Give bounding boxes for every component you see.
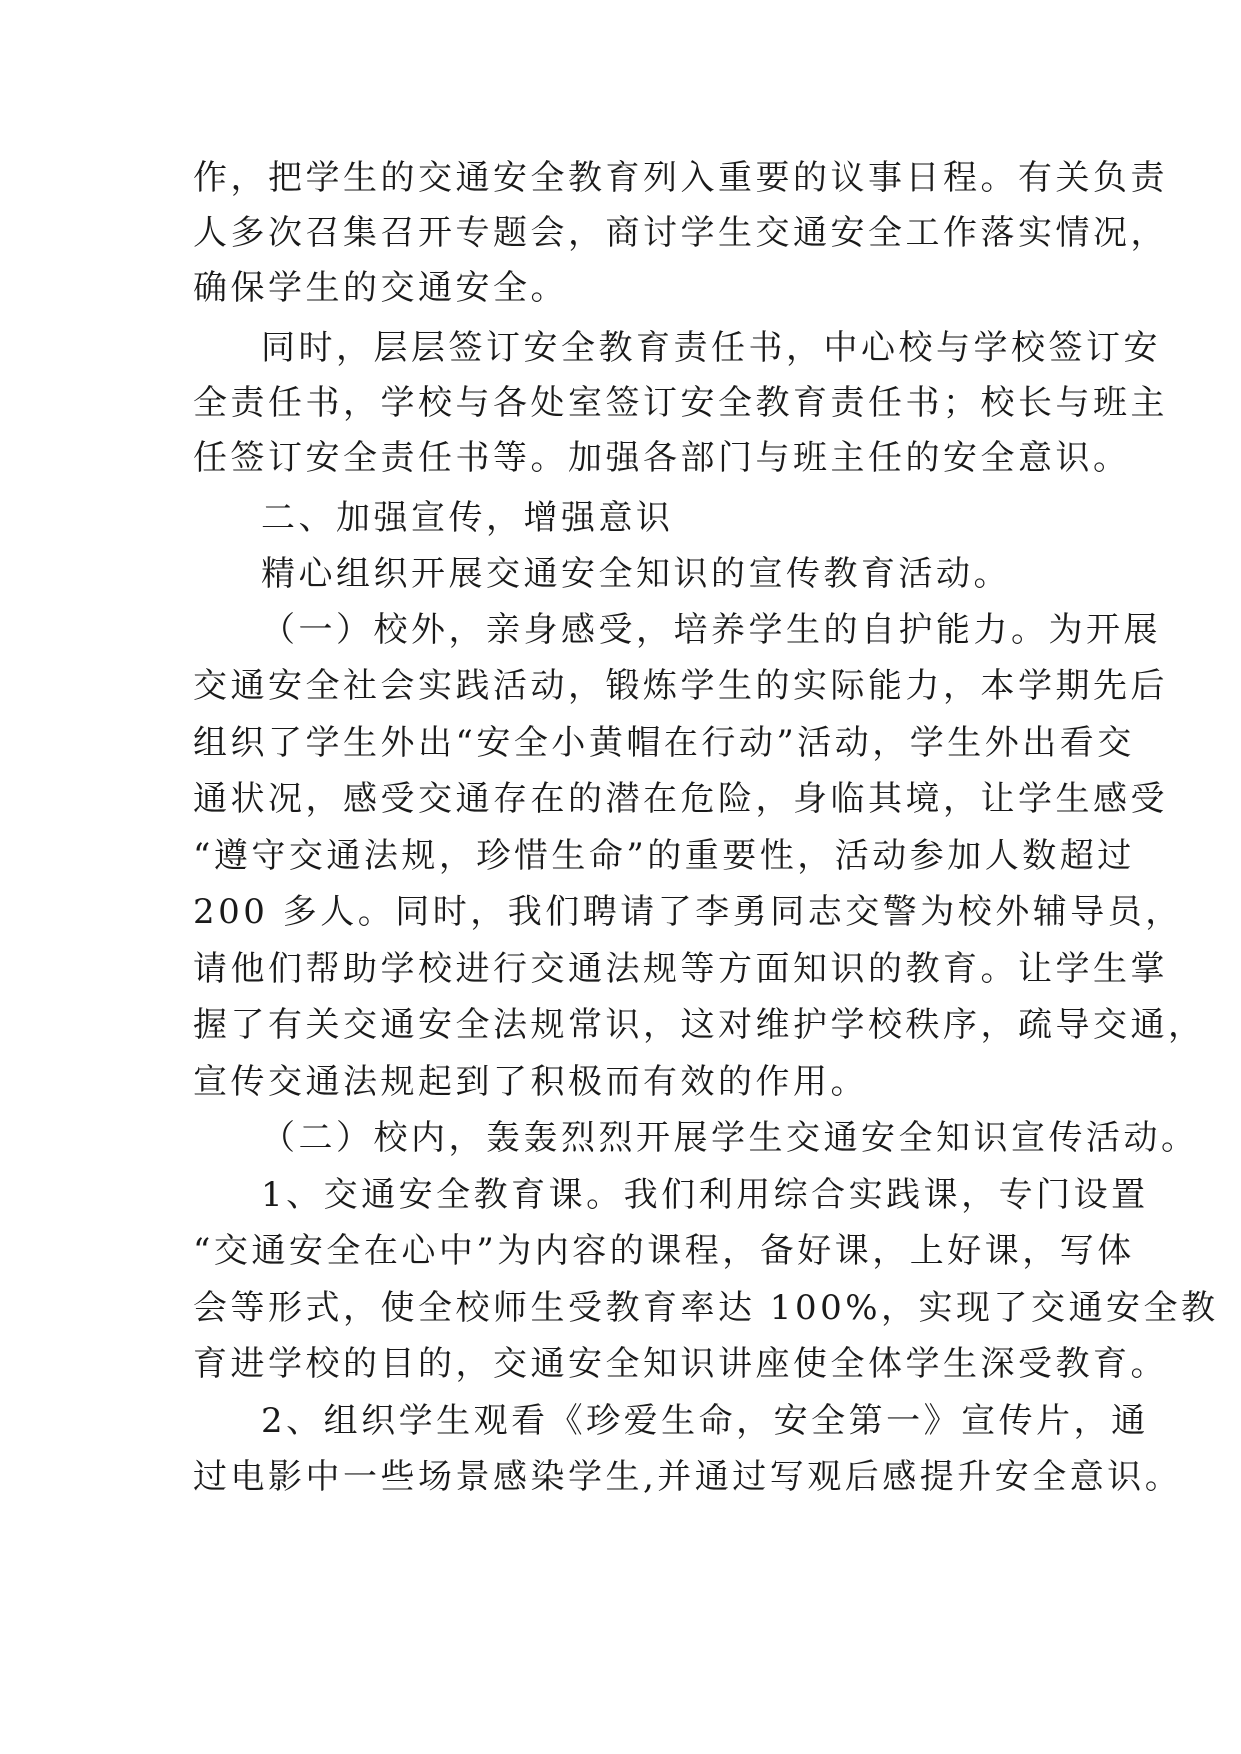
text-line: “交通安全在心中”为内容的课程，备好课，上好课，写体 bbox=[193, 1231, 1135, 1271]
paragraph-first-line: 精心组织开展交通安全知识的宣传教育活动。 bbox=[261, 554, 1011, 594]
text-line: 确保学生的交通安全。 bbox=[193, 268, 568, 308]
text-line: “遵守交通法规，珍惜生命”的重要性，活动参加人数超过 bbox=[193, 836, 1135, 876]
text-line: 宣传交通法规起到了积极而有效的作用。 bbox=[193, 1062, 868, 1102]
paragraph-first-line: 1、交通安全教育课。我们利用综合实践课，专门设置 bbox=[261, 1175, 1149, 1215]
text-line: 作，把学生的交通安全教育列入重要的议事日程。有关负责 bbox=[193, 158, 1168, 198]
paragraph-first-line: 同时，层层签订安全教育责任书，中心校与学校签订安 bbox=[261, 328, 1161, 368]
paragraph-first-line: （一）校外，亲身感受，培养学生的自护能力。为开展 bbox=[261, 610, 1161, 650]
text-line: 任签订安全责任书等。加强各部门与班主任的安全意识。 bbox=[193, 438, 1131, 478]
text-line: 请他们帮助学校进行交通法规等方面知识的教育。让学生掌 bbox=[193, 949, 1168, 989]
text-line: 全责任书，学校与各处室签订安全教育责任书；校长与班主 bbox=[193, 383, 1168, 423]
text-line: 人多次召集召开专题会，商讨学生交通安全工作落实情况， bbox=[193, 213, 1168, 253]
text-line: 过电影中一些场景感染学生,并通过写观后感提升安全意识。 bbox=[193, 1457, 1183, 1497]
text-line: 育进学校的目的，交通安全知识讲座使全体学生深受教育。 bbox=[193, 1344, 1168, 1384]
text-line: 会等形式，使全校师生受教育率达 100%，实现了交通安全教 bbox=[193, 1288, 1219, 1328]
paragraph-first-line: 2、组织学生观看《珍爱生命，安全第一》宣传片，通 bbox=[261, 1401, 1149, 1441]
text-line: 200 多人。同时，我们聘请了李勇同志交警为校外辅导员， bbox=[193, 892, 1183, 932]
text-line: 通状况，感受交通存在的潜在危险，身临其境，让学生感受 bbox=[193, 779, 1168, 819]
text-line: 交通安全社会实践活动，锻炼学生的实际能力，本学期先后 bbox=[193, 666, 1168, 706]
text-line: 组织了学生外出“安全小黄帽在行动”活动，学生外出看交 bbox=[193, 723, 1135, 763]
paragraph-first-line: （二）校内，轰轰烈烈开展学生交通安全知识宣传活动。 bbox=[261, 1118, 1199, 1158]
section-heading: 二、加强宣传，增强意识 bbox=[261, 498, 674, 538]
text-line: 握了有关交通安全法规常识，这对维护学校秩序，疏导交通， bbox=[193, 1005, 1206, 1045]
